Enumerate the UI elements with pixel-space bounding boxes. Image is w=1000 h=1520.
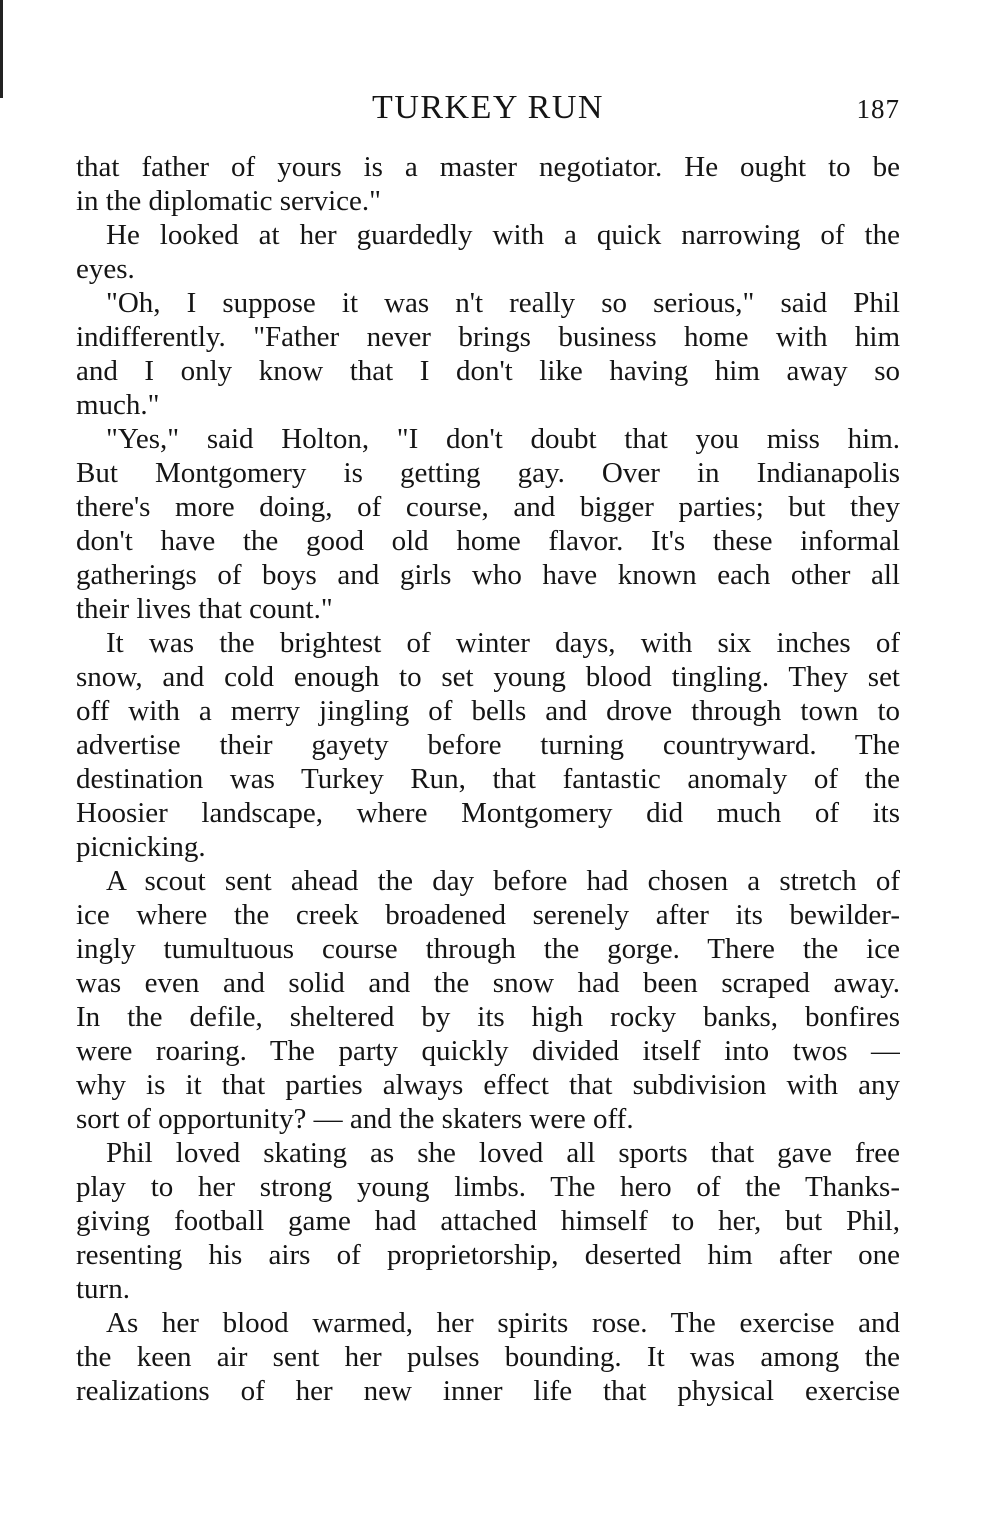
scan-edge-mark (0, 0, 3, 98)
text-line: eyes. (76, 253, 135, 285)
text-line: giving football game had attached himself to her, but Phil, (76, 1205, 900, 1237)
text-line: turn. (76, 1273, 130, 1305)
text-line: ice where the creek broadened serenely after its bewilder- (76, 899, 900, 931)
paragraph-first-line: "Yes," said Holton, "I don't doubt that you miss him. (106, 423, 900, 455)
text-line: sort of opportunity? — and the skaters were off. (76, 1103, 634, 1135)
running-head (76, 88, 900, 128)
text-line: there's more doing, of course, and bigger parties; but they (76, 491, 900, 523)
text-line: was even and solid and the snow had been scraped away. (76, 967, 900, 999)
text-line: snow, and cold enough to set young blood tingling. They set (76, 661, 900, 693)
text-line: that father of yours is a master negotiator. He ought to be (76, 151, 900, 183)
text-line: in the diplomatic service." (76, 185, 381, 217)
paragraph-first-line: A scout sent ahead the day before had chosen a stretch of (106, 865, 900, 897)
text-line: play to her strong young limbs. The hero of the Thanks- (76, 1171, 900, 1203)
paragraph-first-line: As her blood warmed, her spirits rose. The exercise and (106, 1307, 900, 1339)
text-line: resenting his airs of proprietorship, deserted him after one (76, 1239, 900, 1271)
paragraph-first-line: He looked at her guardedly with a quick narrowing of the (106, 219, 900, 251)
text-line: advertise their gayety before turning countryward. The (76, 729, 900, 761)
text-line: picnicking. (76, 831, 206, 863)
text-line: don't have the good old home flavor. It's these informal (76, 525, 900, 557)
paragraph-first-line: Phil loved skating as she loved all sports that gave free (106, 1137, 900, 1169)
text-line: Hoosier landscape, where Montgomery did much of its (76, 797, 900, 829)
text-line: But Montgomery is getting gay. Over in Indianapolis (76, 457, 900, 489)
paragraph-first-line: "Oh, I suppose it was n't really so serious," said Phil (106, 287, 900, 319)
text-line: the keen air sent her pulses bounding. It was among the (76, 1341, 900, 1373)
page-title: TURKEY RUN (372, 89, 604, 126)
paragraph-first-line: It was the brightest of winter days, with six inches of (106, 627, 900, 659)
text-line: In the defile, sheltered by its high rocky banks, bonfires (76, 1001, 900, 1033)
text-line: why is it that parties always effect that subdivision with any (76, 1069, 900, 1101)
text-line: destination was Turkey Run, that fantastic anomaly of the (76, 763, 900, 795)
body-text (76, 150, 900, 1408)
text-line: gatherings of boys and girls who have known each other all (76, 559, 900, 591)
text-line: their lives that count." (76, 593, 333, 625)
text-line: realizations of her new inner life that physical exercise (76, 1375, 900, 1407)
text-line: and I only know that I don't like having him away so (76, 355, 900, 387)
text-line: much." (76, 389, 160, 421)
text-line: indifferently. "Father never brings business home with him (76, 321, 900, 353)
text-line: were roaring. The party quickly divided itself into twos — (76, 1035, 900, 1067)
text-line: ingly tumultuous course through the gorge. There the ice (76, 933, 900, 965)
page-number: 187 (856, 94, 900, 124)
text-line: off with a merry jingling of bells and drove through town to (76, 695, 900, 727)
